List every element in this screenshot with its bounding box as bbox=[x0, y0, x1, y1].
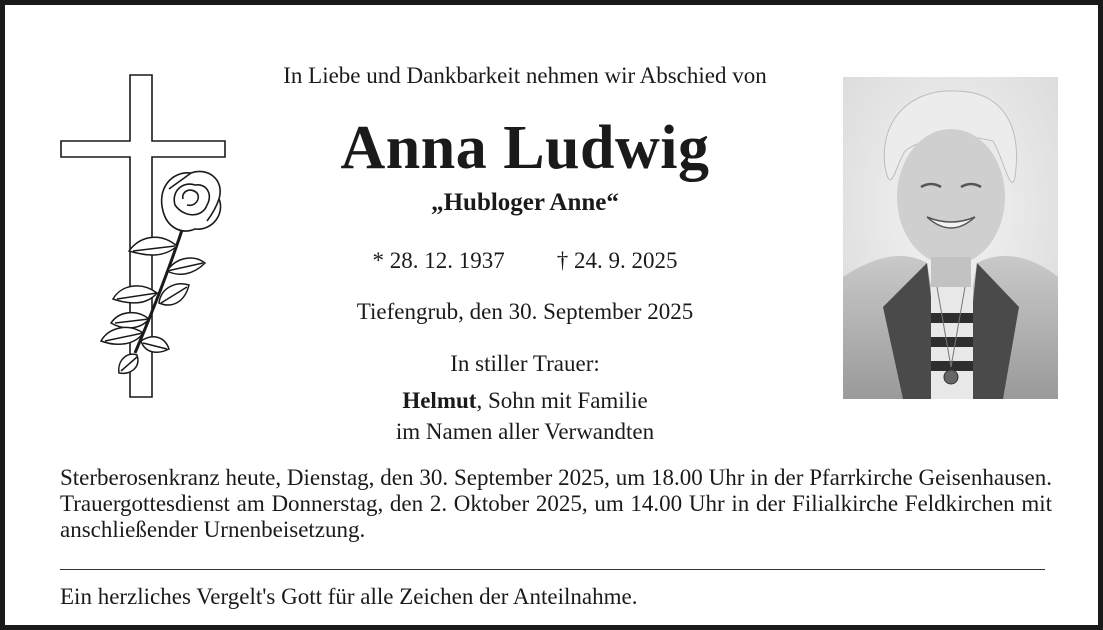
cross-with-rose-icon bbox=[57, 71, 232, 401]
thanks-line: Ein herzliches Vergelt's Gott für alle Zeichen der Anteilnahme. bbox=[60, 584, 638, 609]
place-date: Tiefengrub, den 30. September 2025 bbox=[356, 299, 694, 324]
intro-line: In Liebe und Dankbarkeit nehmen wir Abschied von bbox=[283, 63, 767, 88]
service-details: Sterberosenkranz heute, Dienstag, den 30. September 2025, um 18.00 Uhr in der Pfarrkirche Geisenhausen. Trauergottesdienst am Donnerstag, den 2. Oktober 2025, um 14.00 Uhr in der Filialkirche Feldkirchen mit anschließender Urnenbeisetzung. bbox=[60, 465, 1052, 542]
life-dates bbox=[235, 248, 815, 274]
portrait-photo bbox=[843, 77, 1058, 399]
deceased-name: Anna Ludwig bbox=[340, 114, 710, 182]
nickname: „Hubloger Anne“ bbox=[431, 189, 619, 216]
family-name-bold: Helmut bbox=[402, 388, 477, 413]
divider bbox=[60, 569, 1045, 570]
family-line-1 bbox=[235, 388, 815, 414]
family-line-2: im Namen aller Verwandten bbox=[395, 419, 655, 444]
mourning-label: In stiller Trauer: bbox=[450, 351, 600, 376]
birth-date: * 28. 12. 1937 bbox=[372, 248, 505, 273]
death-date: † 24. 9. 2025 bbox=[556, 248, 678, 273]
family-relation: , Sohn mit Familie bbox=[476, 388, 648, 413]
